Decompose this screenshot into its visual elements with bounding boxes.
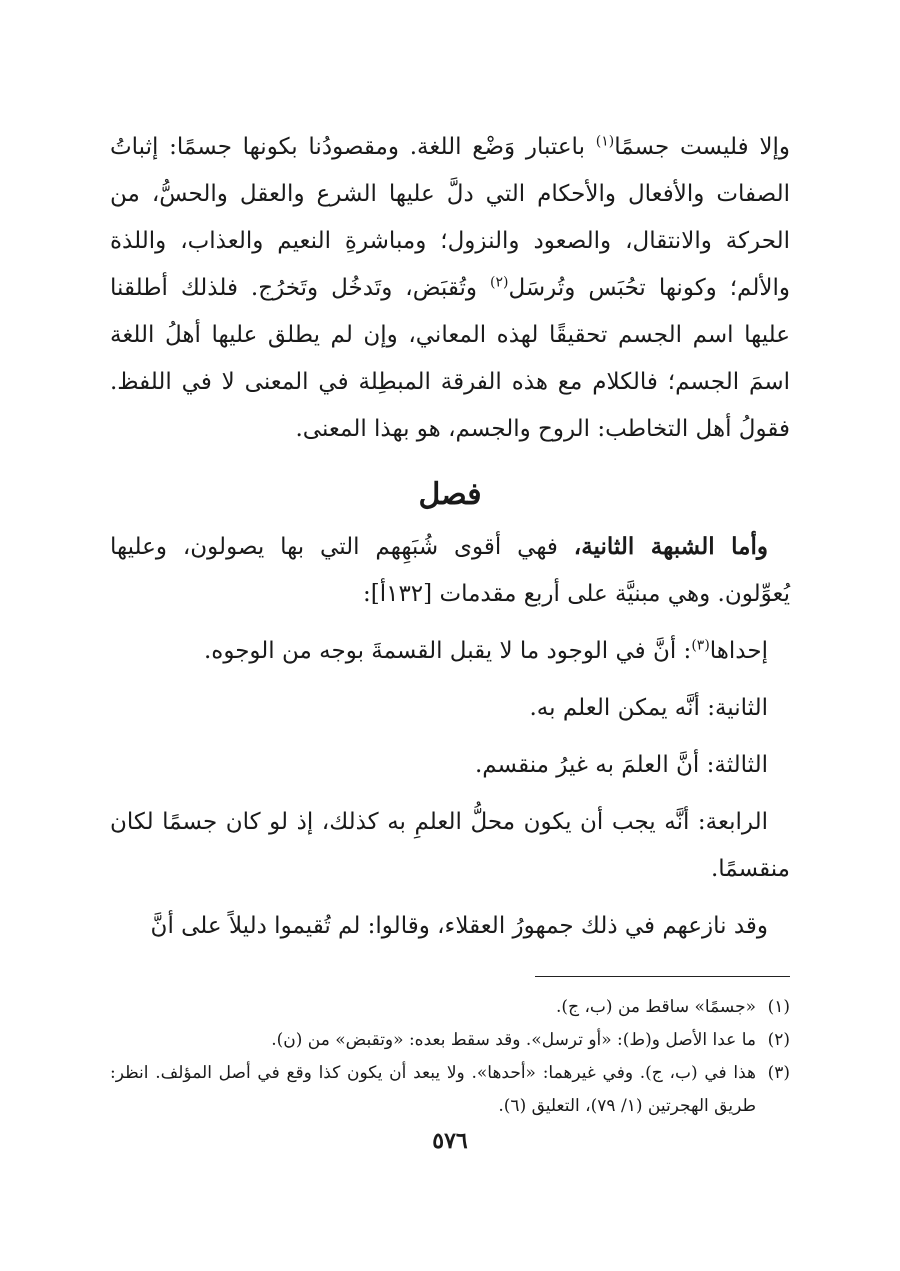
section-title: فصل xyxy=(418,477,482,512)
premise-1-text: : أنَّ في الوجود ما لا يقبل القسمةَ بوجه من الوجوه. xyxy=(203,638,692,664)
page-number: ٥٧٦ xyxy=(432,1128,468,1154)
premise-3: الثالثة: أنَّ العلمَ به غيرُ منقسم. xyxy=(474,752,768,778)
premise-1-lead: إحداها xyxy=(709,638,768,664)
premise-4: الرابعة: أنَّه يجب أن يكون محلُّ العلمِ به كذلك، إذ لو كان جسمًا لكان منقسمًا. xyxy=(110,809,790,882)
paragraph-3: وقد نازعهم في ذلك جمهورُ العقلاء، وقالوا: لم تُقيموا دليلاً على أنَّ xyxy=(150,913,768,939)
footnote-divider xyxy=(535,976,790,977)
main-text xyxy=(110,124,790,950)
premise-1 xyxy=(110,628,790,675)
footnote-ref-1: (١) xyxy=(595,133,615,150)
paragraph-1-part-3: وتُقبَض، وتَدخُل وتَخرُج. فلذلك أطلقنا عليها اسم الجسم تحقيقًا لهذه المعاني، وإن لم يطلق عليها أهلُ اللغة اسمَ الجسم؛ فالكلام مع هذه الفرقة المبطِلة في المعنى لا في اللفظ. فقولُ أهل التخاطب: الروح والجسم، هو بهذا المعنى. xyxy=(110,275,790,442)
footnotes xyxy=(110,991,790,1123)
footnote-2 xyxy=(110,1024,790,1057)
footnote-text: ما عدا الأصل و(ط): «أو ترسل». وقد سقط بعده: «وتقبض» من (ن). xyxy=(271,1030,756,1050)
paragraph-1-part-2: باعتبار وَضْع اللغة. ومقصودُنا بكونها جسمًا: إثباتُ الصفات والأفعال والأحكام التي دلَّ عليها الشرع والعقل والحسُّ، من الحركة والانتقال، والصعود والنزول؛ ومباشرةِ النعيم والعذاب، واللذة والألم؛ وكونها تحُبَس وتُرسَل xyxy=(110,134,790,301)
paragraph-2 xyxy=(110,523,790,618)
premise-2: الثانية: أنَّه يمكن العلم به. xyxy=(529,695,768,721)
paragraph-2-bold-lead: وأما الشبهة الثانية، xyxy=(573,533,768,560)
footnote-ref-3: (٣) xyxy=(691,637,710,654)
footnote-text: هذا في (ب، ج). وفي غيرهما: «أحدها». ولا يبعد أن يكون كذا وقع في أصل المؤلف. انظر: طريق الهجرتين (١/ ٧٩)، التعليق (٦). xyxy=(110,1063,756,1116)
paragraph-1 xyxy=(110,124,790,453)
footnote-ref-2: (٢) xyxy=(489,274,509,291)
book-page xyxy=(110,124,790,1271)
footnote-number: (١) xyxy=(767,997,790,1017)
paragraph-1-part-1: وإلا فليست جسمًا xyxy=(614,134,790,160)
footnote-text: «جسمًا» ساقط من (ب، ج). xyxy=(556,997,756,1017)
footnote-number: (٢) xyxy=(767,1030,790,1050)
paragraph-2-text: فهي أقوى شُبَهِهم التي بها يصولون، وعليها يُعوِّلون. وهي مبنيَّة على أربع مقدمات [١٣٢أ]: xyxy=(110,534,790,607)
footnote-1 xyxy=(110,991,790,1024)
footnote-3 xyxy=(110,1057,790,1123)
footnote-number: (٣) xyxy=(767,1063,790,1083)
